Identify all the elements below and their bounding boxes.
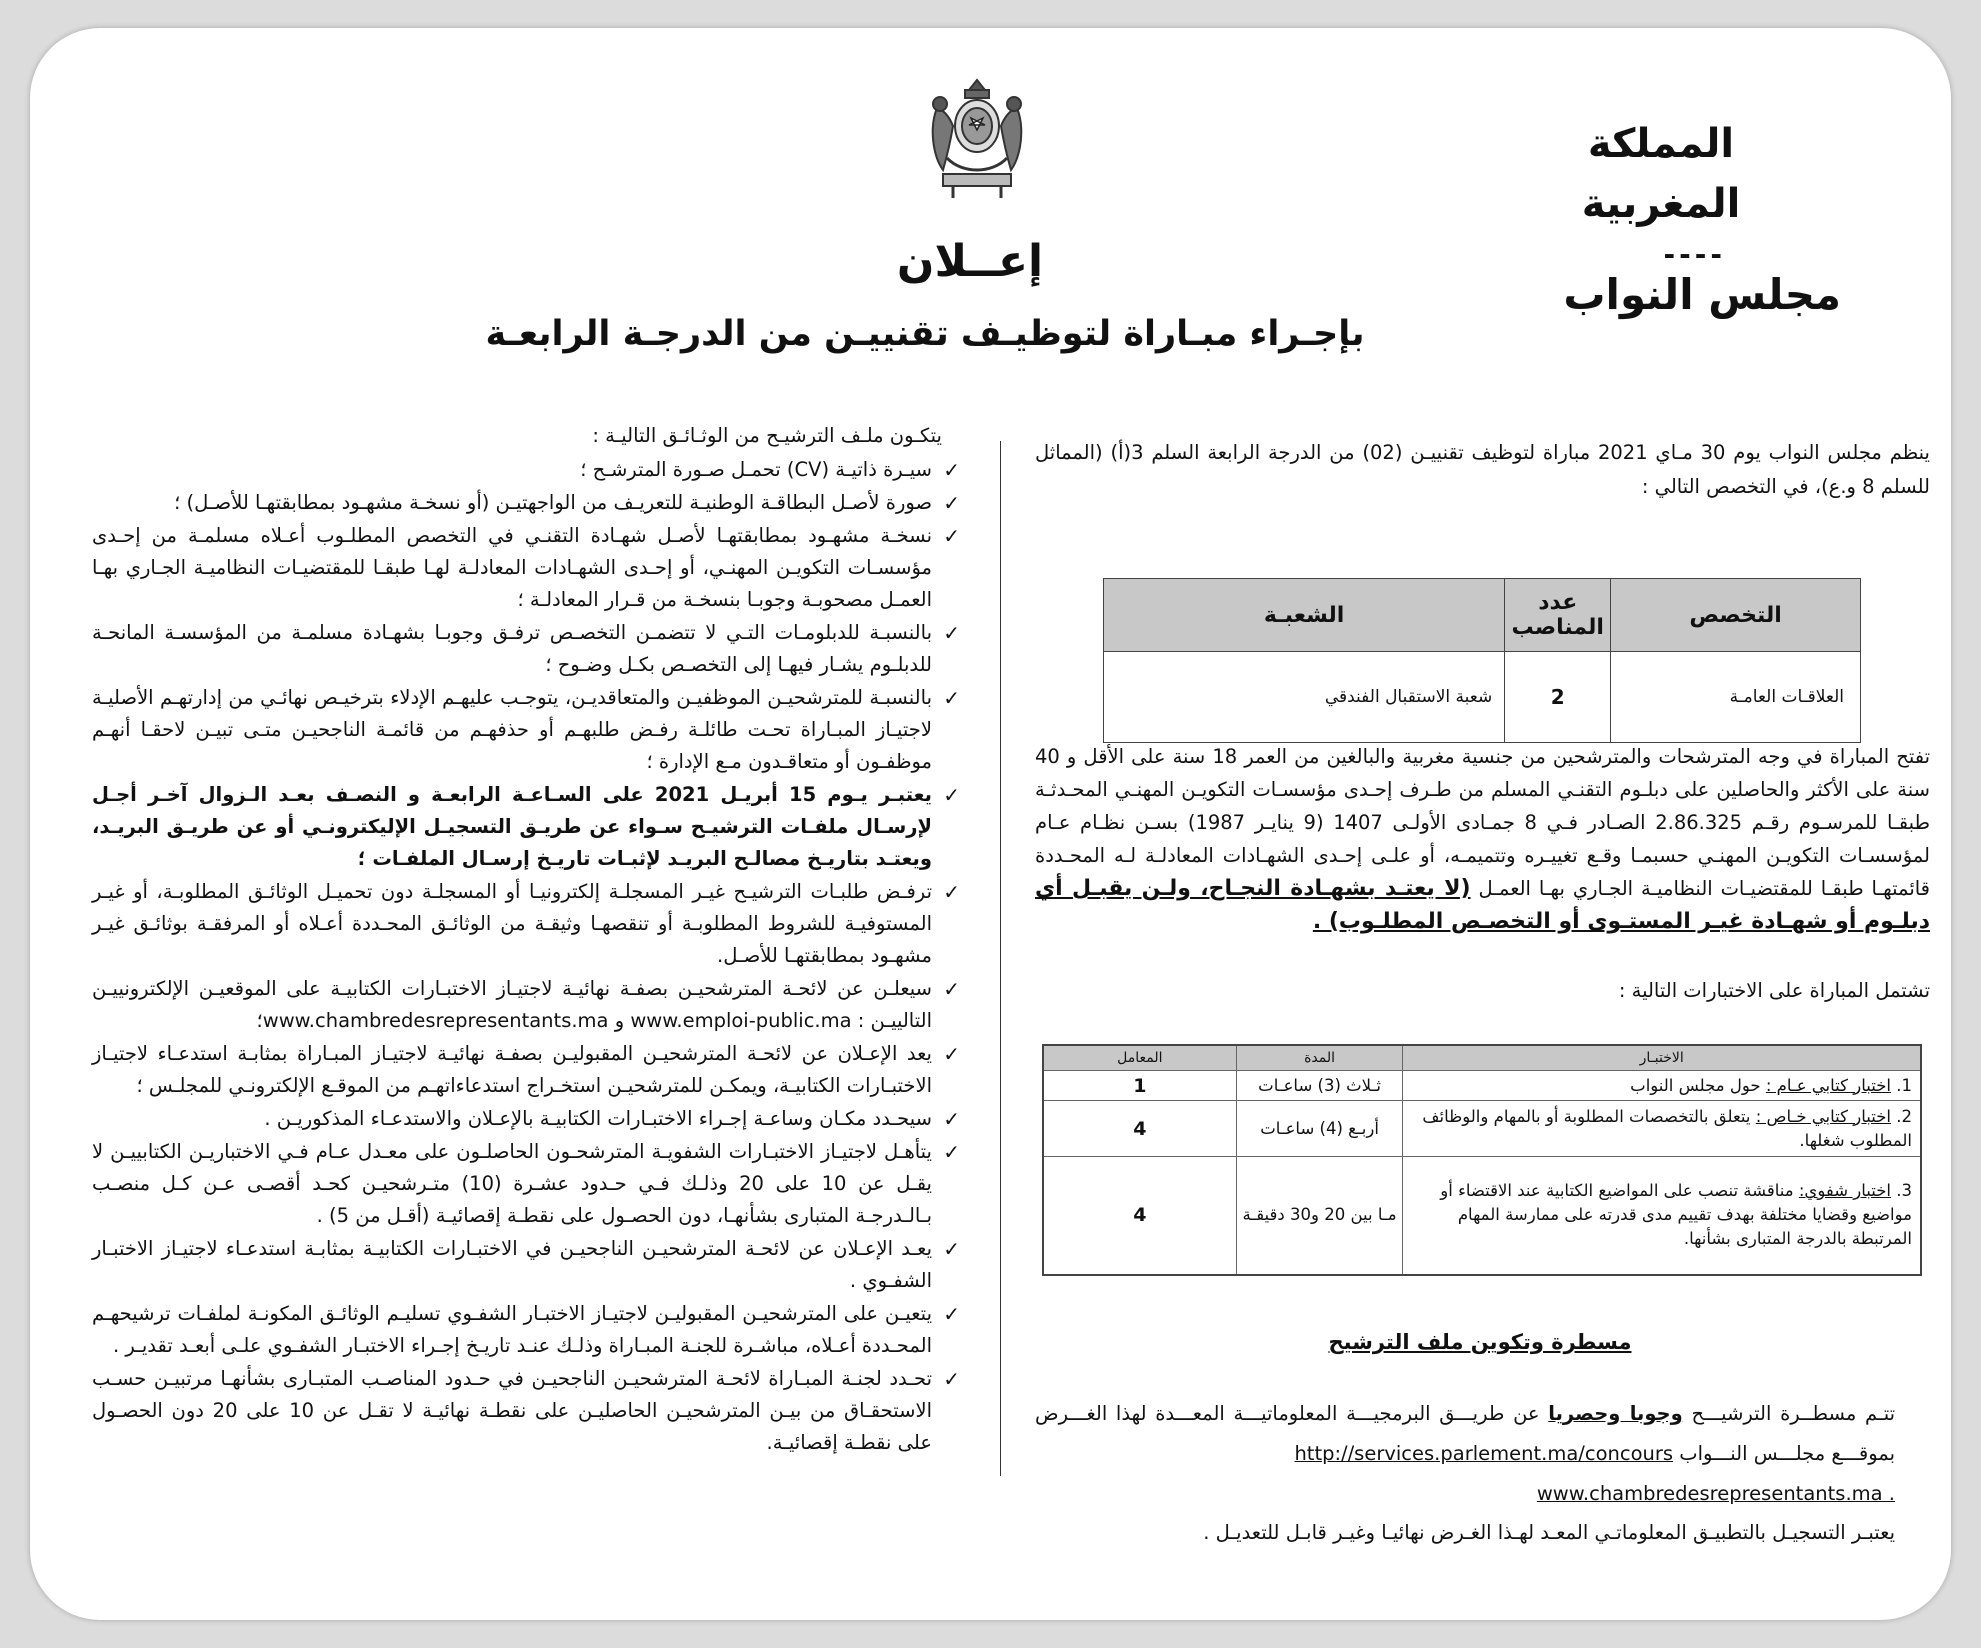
check-icon: ✓ (943, 1107, 960, 1131)
check-icon: ✓ (943, 977, 960, 1001)
documents-column (92, 420, 960, 1460)
check-icon: ✓ (943, 783, 960, 807)
table-header: المدة (1236, 1045, 1403, 1071)
list-item (92, 1136, 960, 1232)
list-item-text: سيـرة ذاتيـة (CV) تحمـل صـورة المترشـح ؛ (580, 458, 932, 481)
table-row (1043, 1157, 1921, 1275)
coat-of-arms-icon (907, 78, 1047, 206)
check-icon: ✓ (943, 1237, 960, 1261)
eligibility-emphasis: (لا يعتـد بشهـادة النجـاح، ولـن يقبـل أي دبلـوم أو شهـادة غيـر المستـوى أو التخصـص المطلـوب) . (1035, 876, 1930, 934)
list-item (92, 487, 960, 519)
column-divider (1000, 441, 1001, 1476)
list-item (92, 682, 960, 778)
table-cell (1403, 1071, 1921, 1101)
list-item (92, 617, 960, 681)
row-number: 3. (1896, 1181, 1912, 1201)
tests-table (1042, 1044, 1922, 1276)
table-cell: أربـع (4) ساعـات (1236, 1101, 1403, 1157)
specialty-table (1103, 578, 1861, 743)
section-title: مسطرة وتكوين ملف الترشيح (1328, 1330, 1632, 1354)
test-description: مناقشة تنصب على المواضيع الكتابية عند الاقتضاء أو مواضيع وقضايا مختلفة بهدف تقييم مدى قدرته على ممارسة المهام المرتبطة بالدرجة المتبارى بشأنها. (1440, 1181, 1912, 1249)
check-icon: ✓ (943, 880, 960, 904)
list-item-text: سيعلـن عن لائحـة المترشحيـن بصفـة نهائيـة لاجتيـاز الاختبـارات الكتابيـة على الموقعيـن الإلكترونييـن التالييـن : www.emploi-public.ma و www.chambredesrepresentants.ma؛ (92, 977, 932, 1032)
kingdom-line-1: المملكة (1587, 121, 1735, 167)
table-cell (1403, 1157, 1921, 1275)
procedure-text-a: تتـم مسطــرة الترشيـــح (1691, 1402, 1896, 1425)
list-item-text: يعـد الإعـلان عن لائحـة المترشحيـن الناجحيـن في الاختبـارات الكتابيـة بمثابـة استدعـاء لاجتيـاز الاختبـار الشفـوي . (92, 1237, 932, 1292)
table-cell: 4 (1043, 1157, 1236, 1275)
test-description: حول مجلس النواب (1630, 1075, 1761, 1095)
list-item-text: سيحـدد مكـان وساعـة إجـراء الاختبـارات الكتابيـة بالإعـلان والاستدعـاء المذكوريـن . (264, 1107, 932, 1130)
list-item (92, 1298, 960, 1362)
check-icon: ✓ (943, 491, 960, 515)
list-item-text: صورة لأصـل البطاقـة الوطنيـة للتعريـف من الواجهتيـن (أو نسخـة مشهـود بمطابقتهـا للأصـل) ؛ (174, 491, 932, 514)
procedure-paragraph (1035, 1394, 1895, 1514)
eligibility-paragraph (1035, 740, 1930, 938)
announcement-subtitle: بإجـراء مبـاراة لتوظيـف تقنييـن من الدرجـة الرابعـة (485, 314, 1365, 354)
documents-list (92, 454, 960, 1459)
row-number: 1. (1896, 1075, 1912, 1095)
table-cell: العلاقـات العامـة (1611, 652, 1861, 743)
list-item-text: تحـدد لجنـة المبـاراة لائحـة المترشحيـن الناجحيـن في حـدود المناصـب المتبـارى بشأنهـا مرتبيـن حسـب الاستحقـاق من بيـن المترشحيـن الحاصليـن على نقطـة نهائيـة لا تقـل عن 10 على 20 دون الحصـول على نقطـة إقصائيـة. (92, 1367, 932, 1454)
concours-link[interactable]: http://services.parlement.ma/concours (1294, 1442, 1674, 1465)
test-name: اختبار كتابي عـام : (1765, 1075, 1891, 1095)
list-item (92, 1103, 960, 1135)
list-item-text: يعد الإعـلان عن لائحـة المترشحيـن المقبوليـن بصفـة نهائيـة لاجتيـاز المبـاراة بمثابـة استدعـاء لاجتيـاز الاختبـارات الكتابيـة، ويمكـن للمترشحيـن استخـراج استدعاءاتهـم من الموقـع الإلكترونـي للمجلـس ؛ (92, 1042, 932, 1097)
list-item (92, 779, 960, 875)
check-icon: ✓ (943, 1367, 960, 1391)
list-item (92, 1233, 960, 1297)
eligibility-text: تفتح المباراة في وجه المترشحات والمترشحين من جنسية مغربية والبالغين من العمر 18 سنة على الأقل و 40 سنة على الأكثر والحاصلين على دبلـوم التقنـي المسلم من طـرف إحـدى مؤسسـات التكويـن المهنـي المحـدثـة طبقـا للمرسـوم رقـم 2.86.325 الصـادر فـي 8 جمـادى الأولـى 1407 (9 ينايـر 1987) بسـن نظـام عـام لمؤسسـات التكويـن المهنـي حسبمـا وقـع تغييـره وتتميمـه، أو علـى إحـدى الشهـادات المعادلـة لـه المحـددة قائمتهـا طبقـا للمقتضيـات النظاميـة الجـاري بهـا العمـل (1035, 745, 1931, 900)
announcement-page (30, 28, 1951, 1620)
header-dashes: ---- (1663, 238, 1726, 271)
test-description: يتعلق بالتخصصات المطلوبة أو بالمهام والوظائف المطلوب شغلها. (1422, 1106, 1912, 1150)
row-number: 2. (1896, 1106, 1912, 1126)
procedure-text-b: عن طريـــق البرمجيـــة المعلوماتيـــة المعـــدة لهذا الغـــرض بموقـــع مجلـــس النـــواب (1035, 1402, 1895, 1465)
tests-intro: تشتمل المباراة على الاختبارات التالية : (1618, 979, 1930, 1002)
check-icon: ✓ (943, 458, 960, 482)
deadline-text: يعتبـر يـوم 15 أبريـل 2021 على السـاعـة الرابعـة و النصـف بعـد الـزوال آخـر أجـل لإرسـال ملفـات الترشيـح سـواء عن طريـق التسجيـل الإليكترونـي أو عن طريـق البريـد، ويعتـد بتاريـخ مصالـح البريـد لإثبـات تاريـخ إرسـال الملفـات ؛ (92, 783, 932, 870)
test-name: اختبار شفوي: (1798, 1181, 1891, 1201)
check-icon: ✓ (943, 686, 960, 710)
list-item (92, 1038, 960, 1102)
check-icon: ✓ (943, 621, 960, 645)
table-cell: 4 (1043, 1101, 1236, 1157)
table-cell: ثـلاث (3) ساعـات (1236, 1071, 1403, 1101)
table-cell: 1 (1043, 1071, 1236, 1101)
table-row (1043, 1071, 1921, 1101)
table-cell: 2 (1505, 652, 1611, 743)
table-header: التخصص (1611, 579, 1861, 652)
list-item (92, 1363, 960, 1459)
table-header: الاختبـار (1403, 1045, 1921, 1071)
table-cell (1403, 1101, 1921, 1157)
list-item-text: بالنسبـة للدبلومـات التـي لا تتضمـن التخصـص ترفـق وجوبـا بشهـادة مسلمـة من المؤسسـة المانحـة للدبلـوم يشـار فيهـا إلى التخصـص بكـل وضـوح ؛ (92, 621, 932, 676)
table-cell: شعبة الاستقبال الفندقي (1104, 652, 1505, 743)
website-link[interactable]: www.chambredesrepresentants.ma . (1536, 1482, 1895, 1505)
table-row (1104, 652, 1861, 743)
documents-intro: يتكـون ملـف الترشيـح من الوثـائـق التاليـة : (592, 424, 942, 447)
registration-note: يعتبـر التسجيـل بالتطبيـق المعلوماتـي المعـد لهـذا الغـرض نهائيـا وغيـر قابـل للتعديـل . (1203, 1521, 1895, 1544)
test-name: اختبار كتابي خـاص : (1755, 1106, 1891, 1126)
check-icon: ✓ (943, 1042, 960, 1066)
list-item-text: ترفـض طلبـات الترشيـح غيـر المسجلـة إلكترونيـا أو المسجلـة دون تحميـل الوثائـق المطلوبـة، أو غيـر المستوفيـة للشروط المطلوبـة أو تنقصهـا وثيقـة من الوثائـق المحـددة أعـلاه أو المرفقـة بوثائـق غيـر مشهـود بمطابقتهـا للأصـل. (92, 880, 932, 967)
table-header: الشعبـة (1104, 579, 1505, 652)
list-item (92, 876, 960, 972)
table-row (1043, 1101, 1921, 1157)
council-name: مجلس النواب (1563, 270, 1841, 319)
list-item (92, 454, 960, 486)
check-icon: ✓ (943, 524, 960, 548)
table-header: المعامل (1043, 1045, 1236, 1071)
list-item (92, 520, 960, 616)
procedure-emphasis: وجوبا وحصريا (1548, 1402, 1683, 1425)
intro-paragraph: ينظم مجلس النواب يوم 30 مـاي 2021 مباراة لتوظيف تقنييـن (02) من الدرجة الرابعة السلم 3(أ) (المماثل للسلم 8 و.ع)، في التخصص التالي : (1035, 441, 1930, 498)
list-item (92, 973, 960, 1037)
list-item-text: بالنسبـة للمترشحيـن الموظفيـن والمتعاقديـن، يتوجـب عليهـم الإدلاء بترخيـص نهائـي من إدارتهـم الأصليـة لاجتيـاز المبـاراة تحـت طائلـة رفـض طلبهـم أو حذفهـم من قائمـة الناجحيـن متـى تبيـن لاحقـا أنهـم موظفـون أو متعاقـدون مـع الإدارة ؛ (92, 686, 932, 773)
announcement-title: إعــلان (896, 236, 1044, 287)
kingdom-name (1531, 114, 1791, 234)
list-item-text: يتعيـن على المترشحيـن المقبوليـن لاجتيـاز الاختبـار الشفـوي تسليـم الوثائـق المكونـة لملفـات ترشيحهـم المحـددة أعـلاه، مباشـرة للجنـة المبـاراة وذلـك عنـد تاريـخ إجـراء الاختبـار الشفـوي علـى أبعـد تقديـر . (92, 1302, 932, 1357)
kingdom-line-2: المغربية (1581, 181, 1741, 227)
check-icon: ✓ (943, 1302, 960, 1326)
table-cell: مـا بين 20 و30 دقيقـة (1236, 1157, 1403, 1275)
list-item-text: يتأهـل لاجتيـاز الاختبـارات الشفويـة المترشحـون الحاصلـون على معـدل عـام فـي الاختباريـن الكتابييـن لا يقـل عن 10 على 20 وذلـك فـي حـدود عشـرة (10) متـرشحيـن كحـد أقصـى عـن كـل منصـب بـالـدرجـة المتبارى بشأنهـا، دون الحصـول على نقطـة إقصائيـة (أقـل من 5) . (92, 1140, 932, 1227)
table-header: عدد المناصب (1505, 579, 1611, 652)
check-icon: ✓ (943, 1140, 960, 1164)
list-item-text: نسخـة مشهـود بمطابقتهـا لأصـل شهـادة التقنـي في التخصص المطلـوب أعـلاه مسلمـة من إحـدى مؤسسـات التكويـن المهنـي، أو إحـدى الشهـادات المعادلـة لهـا طبقـا للمقتضيـات النظاميـة الجـاري بهـا العمـل مصحوبـة وجوبـا بنسخـة من قـرار المعادلـة ؛ (92, 524, 932, 611)
